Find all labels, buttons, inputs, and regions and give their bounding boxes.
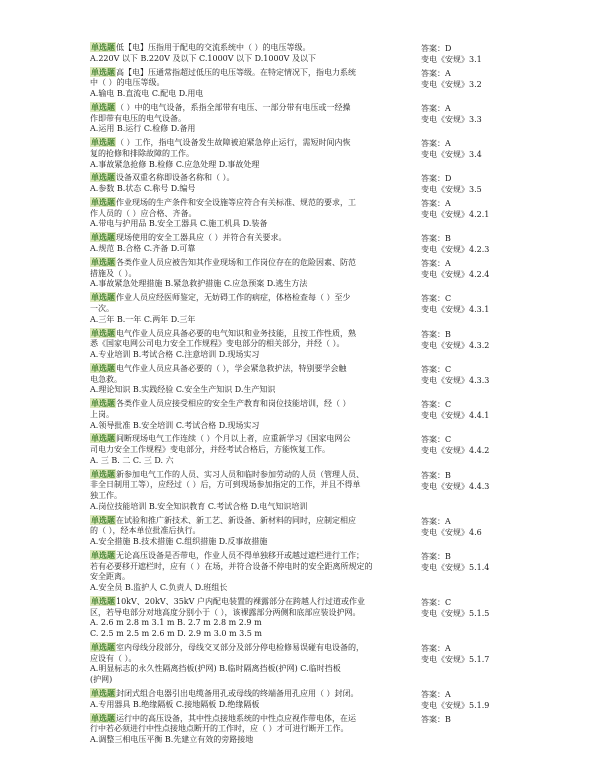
question-type-badge: 单选题: [91, 398, 115, 409]
answer-letter: 答案：B: [421, 471, 451, 480]
answer-entry: [421, 259, 489, 280]
answer-letter: 答案：A: [421, 690, 451, 699]
answer-letter: 答案：A: [421, 259, 451, 268]
question-type-badge: 单选题: [91, 642, 115, 653]
question-line: [90, 562, 415, 573]
question-item: [90, 433, 415, 466]
question-line: [90, 209, 415, 220]
question-line: [90, 78, 415, 89]
question-item: [90, 67, 415, 100]
question-text: 间断现场电气工作连续（ ）个月以上者，应重新学习《国家电网公: [116, 434, 351, 444]
question-type-badge: 单选题: [91, 433, 115, 444]
question-line: [90, 398, 415, 410]
question-line: [90, 480, 415, 491]
question-text: 运行中的高压设备，其中性点接地系统的中性点应视作带电体，在运: [116, 713, 356, 723]
answer-reference: 变电《安规》4.6: [421, 527, 482, 537]
answer-options: (护网): [90, 675, 113, 685]
answer-reference: 变电《安规》5.1.4: [421, 562, 490, 572]
answer-reference: 变电《安规》4.4.3: [421, 481, 490, 491]
question-line: [90, 375, 415, 386]
question-line: [90, 550, 415, 562]
question-type-badge: 单选题: [91, 66, 115, 77]
answer-entry: [421, 471, 489, 492]
question-text: 作业现场的生产条件和安全设施等应符合有关标准、规范的要求，工: [116, 198, 356, 208]
question-line: [90, 724, 415, 735]
question-item: [90, 398, 415, 431]
answer-letter: 答案：C: [421, 435, 452, 444]
answer-entry: [421, 598, 489, 619]
question-item: [90, 688, 415, 710]
answer-reference: 变电《安规》4.2.4: [421, 269, 490, 279]
answer-reference: 变电《安规》4.3.2: [421, 340, 490, 350]
question-text: 措施及（ ）。: [90, 268, 137, 278]
question-item: [90, 363, 415, 396]
answer-entry: [421, 517, 482, 538]
question-item: [90, 596, 415, 640]
question-type-badge: 单选题: [91, 327, 115, 338]
question-item: [90, 172, 415, 194]
question-text: 复的抢修和排除故障的工作。: [90, 148, 194, 158]
question-type-badge: 单选题: [91, 197, 115, 208]
answer-entry: [421, 104, 482, 125]
question-text: 上岗。: [90, 409, 114, 419]
question-type-badge: 单选题: [91, 514, 115, 525]
answer-entry: [421, 199, 489, 220]
answer-entry: [421, 552, 489, 573]
question-item: [90, 137, 415, 170]
question-text: 在试验和推广新技术、新工艺、新设备、新材料的同时，应制定相应: [116, 515, 356, 525]
answer-letter: 答案：A: [421, 104, 451, 113]
question-text: 电急救。: [90, 374, 122, 384]
answer-options: A.输电 B.直流电 C.配电 D.用电: [90, 89, 204, 98]
question-line: [90, 67, 415, 79]
answer-options: A.调整三相电压平衡 B.先建立有效的旁路接地: [90, 735, 254, 745]
question-text: 若有必要移开遮栏时，应有（ ）在场，并符合设备不停电时的安全距离所规定的: [90, 561, 373, 571]
question-text: 设备双重名称即设备名称和（ ）。: [116, 173, 235, 183]
answer-reference: 变电《安规》3.2: [421, 79, 482, 89]
answer-letter: 答案：A: [421, 517, 451, 526]
answer-options: A.安全措施 B.技术措施 C.组织措施 D.反事故措施: [90, 537, 268, 547]
answer-options: A.规范 B.合格 C.齐备 D.可靠: [90, 244, 196, 254]
question-text: 独工作。: [90, 491, 122, 501]
answer-reference: 变电《安规》5.1.5: [421, 608, 490, 618]
question-type-badge: 单选题: [91, 101, 115, 112]
question-line: [90, 102, 415, 114]
question-text: 低【电】压指用于配电的交流系统中（ ）的电压等级。: [116, 43, 311, 52]
answer-letter: 答案：B: [421, 552, 451, 561]
answer-letter: 答案：D: [421, 44, 452, 53]
question-line: [90, 114, 415, 125]
answer-reference: 变电《安规》4.4.1: [421, 410, 490, 420]
answer-options: A.运用 B.运行 C.检修 D.备用: [90, 124, 196, 134]
question-text: 作人员的（ ）应合格、齐备。: [90, 208, 197, 218]
question-text: 现场使用的安全工器具应（ ）并符合有关要求。: [116, 233, 287, 243]
answer-reference: 变电《安规》3.4: [421, 149, 482, 159]
answer-entry: [421, 174, 482, 195]
answer-letter: 答案：C: [421, 365, 452, 374]
question-text: 的（ ），经本单位批准后执行。: [90, 526, 201, 536]
question-item: [90, 642, 415, 686]
answer-options: A.专用器具 B.绝缘隔板 C.接地隔板 D.绝缘隔板: [90, 699, 260, 709]
question-line: [90, 149, 415, 160]
answer-options: A. 2.6 m 2.8 m 3.1 m B. 2.7 m 2.8 m 2.9 m: [90, 618, 262, 628]
question-text: 作即带有电压的电气设备。: [90, 113, 186, 123]
question-line: [90, 688, 415, 700]
question-line: [90, 257, 415, 269]
answer-reference: 变电《安规》4.3.3: [421, 375, 490, 385]
answer-options: A. 三 B. 二 C. 三 D. 六: [90, 455, 174, 465]
question-type-badge: 单选题: [91, 256, 115, 267]
answer-letter: 答案：A: [421, 69, 451, 78]
answer-entry: [421, 715, 451, 726]
question-line: [90, 292, 415, 304]
answer-reference: 变电《安规》4.3.1: [421, 304, 490, 314]
question-column: [90, 42, 415, 748]
answer-options: A.事故紧急处理措施 B.紧急救护措施 C.应急预案 D.逃生方法: [90, 279, 308, 289]
question-line: [90, 269, 415, 280]
answer-options: A.明显标志的永久性隔离挡板(护网) B.临时隔离挡板(护网) C.临时挡板: [90, 664, 341, 674]
answer-reference: 变电《安规》3.5: [421, 184, 482, 194]
question-type-badge: 单选题: [91, 362, 115, 373]
answer-entry: [421, 330, 489, 351]
question-type-badge: 单选题: [91, 712, 115, 723]
question-item: [90, 292, 415, 325]
question-text: 安全距离。: [90, 572, 130, 582]
answer-options: A.专业培训 B.考试合格 C.注意培训 D.现场实习: [90, 349, 260, 359]
question-text: 悉《国家电网公司电力安全工作规程》变电部分的相关部分，并经（ ）。: [90, 339, 345, 349]
question-type-badge: 单选题: [91, 688, 115, 699]
answer-entry: [421, 400, 489, 421]
answer-letter: 答案：C: [421, 598, 452, 607]
answer-options: A.岗位技能培训 B.安全知识教育 C.考试合格 D.电气知识培训: [90, 501, 308, 511]
question-text: 作业人员应经医师鉴定，无妨碍工作的病症，体格检查每（ ）至少: [116, 293, 351, 303]
question-type-badge: 单选题: [91, 550, 115, 561]
question-type-badge: 单选题: [91, 137, 115, 148]
question-type-badge: 单选题: [91, 232, 115, 243]
question-item: [90, 197, 415, 230]
question-text: 中（ ）的电压等级。: [90, 78, 165, 88]
answer-reference: 变电《安规》3.1: [421, 54, 482, 64]
question-line: [90, 232, 415, 244]
question-text: 10kV、20kV、35kV 户内配电装置的裸露部分在跨越人行过道或作业: [116, 597, 365, 607]
question-text: 电气作业人员应具备必要的电气知识和业务技能，且按工作性质，熟: [116, 328, 356, 338]
answer-letter: 答案：B: [421, 234, 451, 243]
answer-entry: [421, 69, 482, 90]
answer-options: A.参数 B.状态 C.称号 D.编号: [90, 184, 196, 194]
question-line: [90, 515, 415, 527]
answer-options: A.220V 以下 B.220V 及以下 C.1000V 以下 D.1000V 及以下: [90, 53, 316, 63]
question-line: [90, 410, 415, 421]
question-line: [90, 596, 415, 608]
answer-entry: [421, 644, 489, 665]
question-line: [90, 363, 415, 375]
answer-letter: 答案：B: [421, 715, 451, 724]
answer-letter: 答案：C: [421, 400, 452, 409]
question-item: [90, 328, 415, 361]
answer-entry: [421, 44, 482, 65]
question-line: [90, 42, 415, 54]
question-text: 各类作业人员应接受相应的安全生产教育和岗位技能培训，经（ ）: [116, 399, 351, 409]
question-line: [90, 137, 415, 149]
question-text: 行中若必须进行中性点接地点断开的工作时，应（ ）才可进行断开工作。: [90, 724, 349, 734]
question-text: 室内母线分段部分，母线交叉部分及部分停电检修易误碰有电设备的，: [116, 643, 364, 653]
question-line: [90, 328, 415, 340]
question-item: [90, 515, 415, 548]
question-line: [90, 197, 415, 209]
answer-entry: [421, 139, 482, 160]
answer-entry: [421, 234, 489, 255]
question-type-badge: 单选题: [91, 596, 115, 607]
question-line: [90, 608, 415, 619]
question-text: 封闭式组合电器引出电缆备用孔或母线的终端备用孔应用（ ）封闭。: [116, 689, 359, 699]
answer-reference: 变电《安规》5.1.7: [421, 654, 490, 664]
question-text: 新参加电气工作的人员、实习人员和临时参加劳动的人员（管理人员、: [116, 469, 364, 479]
answer-letter: 答案：A: [421, 139, 451, 148]
question-text: 司电力安全工作规程》变电部分，并经考试合格后，方能恢复工作。: [90, 445, 330, 455]
question-line: [90, 526, 415, 537]
question-line: [90, 339, 415, 350]
answer-entry: [421, 365, 489, 386]
question-text: （ ）工作，指电气设备发生故障被迫紧急停止运行，需短时间内恢: [116, 138, 351, 148]
answer-options: A.领导批准 B.安全培训 C.考试合格 D.现场实习: [90, 420, 260, 430]
answer-letter: 答案：D: [421, 174, 452, 183]
answer-reference: 变电《安规》4.4.2: [421, 445, 490, 455]
question-text: 各类作业人员应被告知其作业现场和工作岗位存在的危险因素、防范: [116, 257, 356, 267]
question-text: 应设有（ ）。: [90, 653, 137, 663]
question-item: [90, 713, 415, 746]
question-item: [90, 232, 415, 254]
question-item: [90, 469, 415, 513]
question-type-badge: 单选题: [91, 172, 115, 183]
answer-entry: [421, 435, 489, 456]
question-text: 高【电】压通常指超过低压的电压等级。在特定情况下，指电力系统: [116, 67, 356, 77]
answer-options: A.三年 B.一年 C.两年 D.三年: [90, 314, 196, 324]
answer-reference: 变电《安规》3.3: [421, 114, 482, 124]
answer-options: A.安全员 B.监护人 C.负责人 D.班组长: [90, 583, 228, 593]
answer-entry: [421, 294, 489, 315]
question-item: [90, 102, 415, 135]
question-type-badge: 单选题: [91, 468, 115, 479]
question-line: [90, 172, 415, 184]
question-line: [90, 491, 415, 502]
question-text: 一次。: [90, 303, 114, 313]
question-item: [90, 42, 415, 64]
answer-reference: 变电《安规》5.1.9: [421, 700, 490, 710]
answer-reference: 变电《安规》4.2.1: [421, 209, 490, 219]
answer-options: A.事故紧急抢修 B.检修 C.应急处理 D.事故处理: [90, 159, 260, 169]
question-text: （ ）中的电气设备，系指全部带有电压、一部分带有电压或一经操: [116, 102, 351, 112]
question-line: [90, 572, 415, 583]
answer-entry: [421, 690, 489, 711]
answer-letter: 答案：A: [421, 199, 451, 208]
question-line: [90, 713, 415, 725]
answer-letter: 答案：C: [421, 294, 452, 303]
answer-letter: 答案：B: [421, 330, 451, 339]
question-text: 区，若导电部分对地高度分别小于（ ），该裸露部分两侧和底部应装设护网。: [90, 607, 361, 617]
answer-letter: 答案：A: [421, 644, 451, 653]
question-line: [90, 642, 415, 654]
answer-options: A.带电与护用品 B.安全工器具 C.施工机具 D.装备: [90, 219, 268, 229]
question-text: 无论高压设备是否带电，作业人员不得单独移开或越过遮栏进行工作；: [116, 551, 364, 561]
question-line: [90, 304, 415, 315]
question-item: [90, 550, 415, 594]
answer-options: C. 2.5 m 2.5 m 2.6 m D. 2.9 m 3.0 m 3.5 m: [90, 629, 262, 639]
question-type-badge: 单选题: [91, 42, 115, 52]
question-text: 电气作业人员应具备必要的（ ），学会紧急救护法，特别要学会触: [116, 363, 347, 373]
answer-reference: 变电《安规》4.2.3: [421, 244, 490, 254]
question-item: [90, 257, 415, 290]
question-line: [90, 469, 415, 481]
question-line: [90, 654, 415, 665]
answer-options: A.理论知识 B.实践经验 C.安全生产知识 D.生产知识: [90, 385, 276, 395]
question-line: [90, 433, 415, 445]
question-text: 非全日制用工等），应经过（ ）后，方可到现场参加指定的工作，并且不得单: [90, 480, 361, 490]
question-type-badge: 单选题: [91, 292, 115, 303]
question-line: [90, 445, 415, 456]
